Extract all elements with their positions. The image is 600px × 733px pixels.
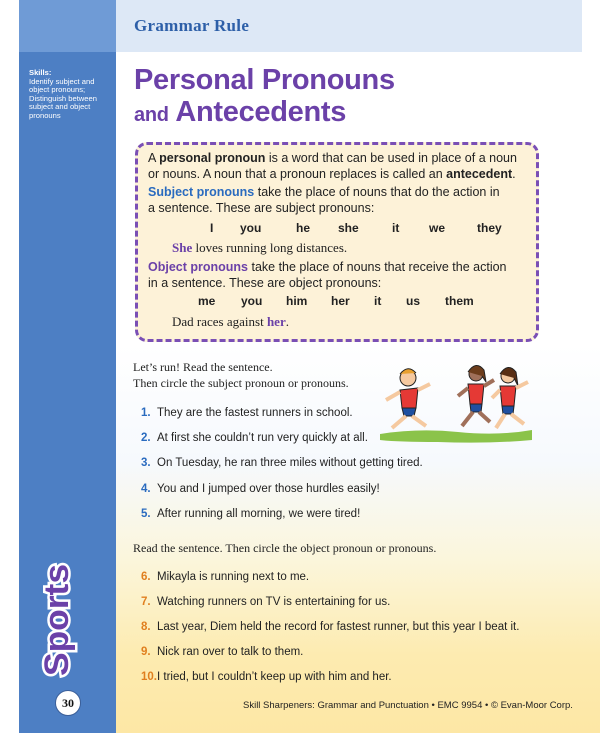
exercise-item: 3. On Tuesday, he ran three miles without getting tired. — [141, 457, 423, 469]
runner-boy — [386, 369, 430, 428]
unit-label — [28, 560, 84, 680]
rule-line: or nouns. A noun that a pronoun replaces is called an antecedent. — [148, 167, 516, 181]
footer-credit: Skill Sharpeners: Grammar and Punctuation • EMC 9954 • © Evan-Moor Corp. — [243, 700, 573, 711]
header-title: Grammar Rule — [134, 16, 250, 35]
runners-illustration — [378, 360, 534, 444]
exercise-item: 10.I tried, but I couldn’t keep up with him and her. — [141, 671, 392, 683]
exercise-item: 5. After running all morning, we were tired! — [141, 508, 361, 520]
exercise-item: 8. Last year, Diem held the record for fastest runner, but this year I beat it. — [141, 621, 520, 633]
page-title — [134, 64, 395, 131]
pronoun: they — [477, 221, 502, 235]
subject-example: She loves running long distances. — [172, 240, 348, 255]
pronoun: me — [198, 294, 216, 308]
rule-line: A personal pronoun is a word that can be used in place of a noun — [148, 151, 517, 165]
pronoun: it — [374, 294, 382, 308]
skills-heading: Skills: — [29, 68, 52, 77]
exercise-item: 6. Mikayla is running next to me. — [141, 571, 310, 583]
pronoun: us — [406, 294, 421, 308]
header-band — [116, 0, 582, 52]
pronoun: he — [296, 221, 311, 235]
pronoun: we — [429, 221, 446, 235]
rule-line: a sentence. These are subject pronouns: — [148, 201, 375, 215]
page-number: 30 — [55, 690, 81, 716]
exercise-item: 4. You and I jumped over those hurdles easily! — [141, 483, 380, 495]
pronoun: you — [241, 294, 263, 308]
unit-label-text: Sports — [38, 568, 76, 676]
pronoun: she — [338, 221, 359, 235]
exercise-item: 1. They are the fastest runners in school. — [141, 407, 353, 419]
pronoun: him — [286, 294, 308, 308]
exercise-item: 9. Nick ran over to talk to them. — [141, 646, 304, 658]
rule-line: in a sentence. These are object pronouns: — [148, 276, 382, 290]
pronoun: her — [331, 294, 350, 308]
skill-item: Identify subject and object pronouns; — [29, 76, 95, 95]
rule-line: Object pronouns take the place of nouns that receive the action — [148, 260, 507, 274]
part2-instruction: Read the sentence. Then circle the object pronoun or pronouns. — [133, 541, 437, 555]
runner-girl-2 — [492, 367, 528, 428]
runner-girl-1 — [458, 365, 494, 426]
pronoun: it — [392, 221, 400, 235]
pronoun: you — [240, 221, 262, 235]
page-title-line2: and Antecedents — [134, 96, 347, 128]
sidebar — [19, 0, 116, 733]
skills-box — [29, 69, 113, 121]
pronoun: I — [210, 221, 214, 235]
page-title-line1: Personal Pronouns — [134, 64, 395, 96]
sidebar-header-band — [19, 0, 116, 52]
object-example: Dad races against her. — [172, 314, 289, 329]
exercise-item: 2. At first she couldn’t run very quickly at all. — [141, 432, 368, 444]
part1-instruction: Let’s run! Read the sentence. Then circle the subject pronoun or pronouns. — [133, 360, 349, 390]
skill-item: Distinguish between subject and object pronouns — [29, 93, 97, 120]
exercise-item: 7. Watching runners on TV is entertaining for us. — [141, 596, 391, 608]
rule-line: Subject pronouns take the place of nouns that do the action in — [148, 185, 500, 199]
pronoun: them — [445, 294, 474, 308]
